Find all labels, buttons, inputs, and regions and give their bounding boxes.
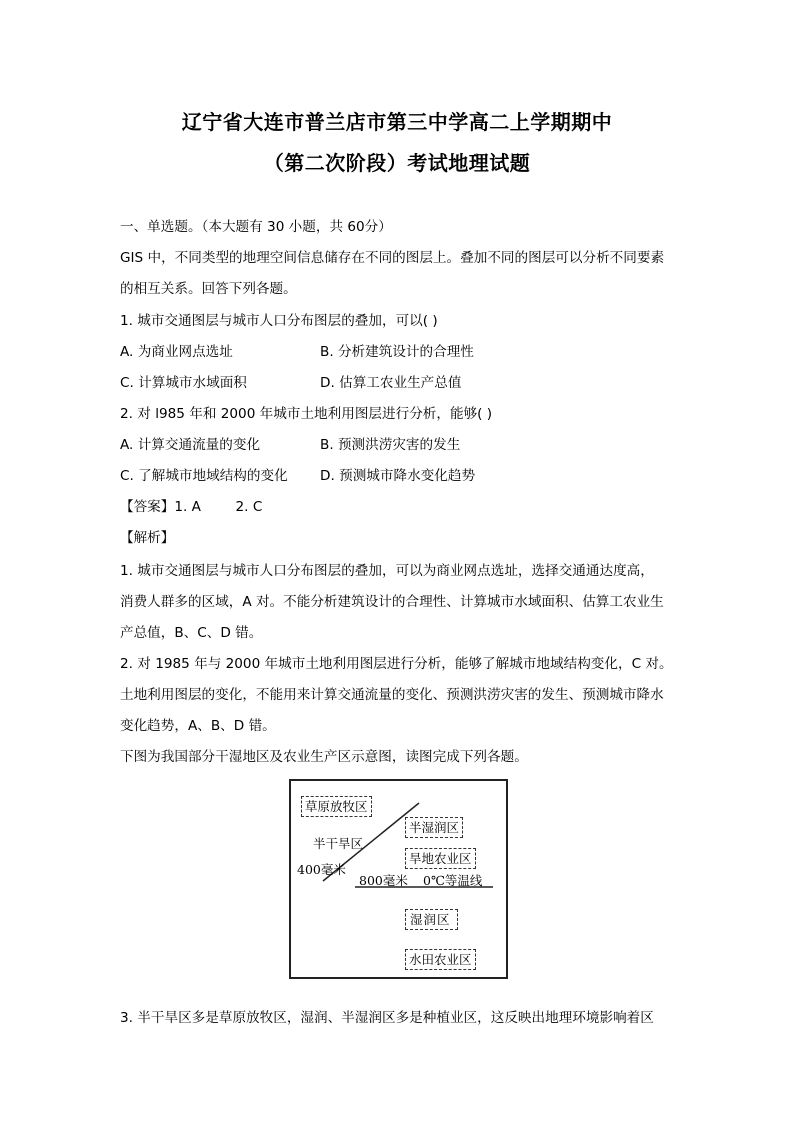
isotherm-0c-label: 0℃等温线 [423,873,483,888]
dry-wet-zone-diagram [289,779,508,979]
answer-line: 【答案】1. A 2. C [120,499,263,515]
page-title-line2: （第二次阶段）考试地理试题 [263,151,531,175]
semi-arid-label: 半干旱区 [313,836,364,851]
question-3-line-1: 3. 半干旱区多是草原放牧区，湿润、半湿润区多是种植业区，这反映出地理环境影响着区 [120,1010,654,1026]
question-2-row-2 [120,467,520,485]
question-2-row-1 [120,436,520,454]
intro-line-2: 的相互关系。回答下列各题。 [120,281,297,297]
humid-box: 湿润区 [405,909,458,930]
question-1-row-1 [120,343,520,361]
isoline-400mm-label: 400毫米 [297,862,346,877]
question-2-option-b: B. 预测洪涝灾害的发生 [320,437,461,453]
question-1-row-2 [120,374,520,392]
grassland-grazing-box: 草原放牧区 [301,796,372,817]
question-1-option-b: B. 分析建筑设计的合理性 [320,344,474,360]
analysis-2-line-1: 2. 对 1985 年与 2000 年城市土地利用图层进行分析，能够了解城市地域结构变化，C 对。 [120,656,673,672]
semi-humid-box: 半湿润区 [405,817,463,838]
intro-line-1: GIS 中，不同类型的地理空间信息储存在不同的图层上。叠加不同的图层可以分析不同要素 [120,250,665,266]
question-2-option-d: D. 预测城市降水变化趋势 [320,468,476,484]
page-title-line1: 辽宁省大连市普兰店市第三中学高二上学期期中 [181,110,613,134]
analysis-1-line-3: 产总值，B、C、D 错。 [120,625,263,641]
figure-intro: 下图为我国部分干湿地区及农业生产区示意图，读图完成下列各题。 [120,749,528,765]
question-2-option-a: A. 计算交通流量的变化 [120,437,261,453]
analysis-heading: 【解析】 [120,530,175,546]
dryland-farming-box: 旱地农业区 [405,848,476,869]
analysis-2-line-3: 变化趋势，A、B、D 错。 [120,718,276,734]
question-2-option-c: C. 了解城市地域结构的变化 [120,468,288,484]
isoline-800mm-label: 800毫米 [359,873,408,888]
question-1-option-c: C. 计算城市水域面积 [120,375,247,391]
analysis-1-line-1: 1. 城市交通图层与城市人口分布图层的叠加，可以为商业网点选址，选择交通通达度高， [120,563,654,579]
paddy-farming-box: 水田农业区 [405,949,476,970]
question-2-stem: 2. 对 l985 年和 2000 年城市土地利用图层进行分析，能够( ) [120,406,493,422]
section-heading: 一、单选题。（本大题有 30 小题，共 60分） [120,219,392,235]
question-1-option-d: D. 估算工农业生产总值 [320,375,462,391]
analysis-2-line-2: 土地利用图层的变化，不能用来计算交通流量的变化、预测洪涝灾害的发生、预测城市降水 [120,687,664,703]
question-1-stem: 1. 城市交通图层与城市人口分布图层的叠加，可以( ) [120,313,438,329]
question-1-option-a: A. 为商业网点选址 [120,344,233,360]
analysis-1-line-2: 消费人群多的区域，A 对。不能分析建筑设计的合理性、计算城市水域面积、估算工农业生 [120,594,664,610]
